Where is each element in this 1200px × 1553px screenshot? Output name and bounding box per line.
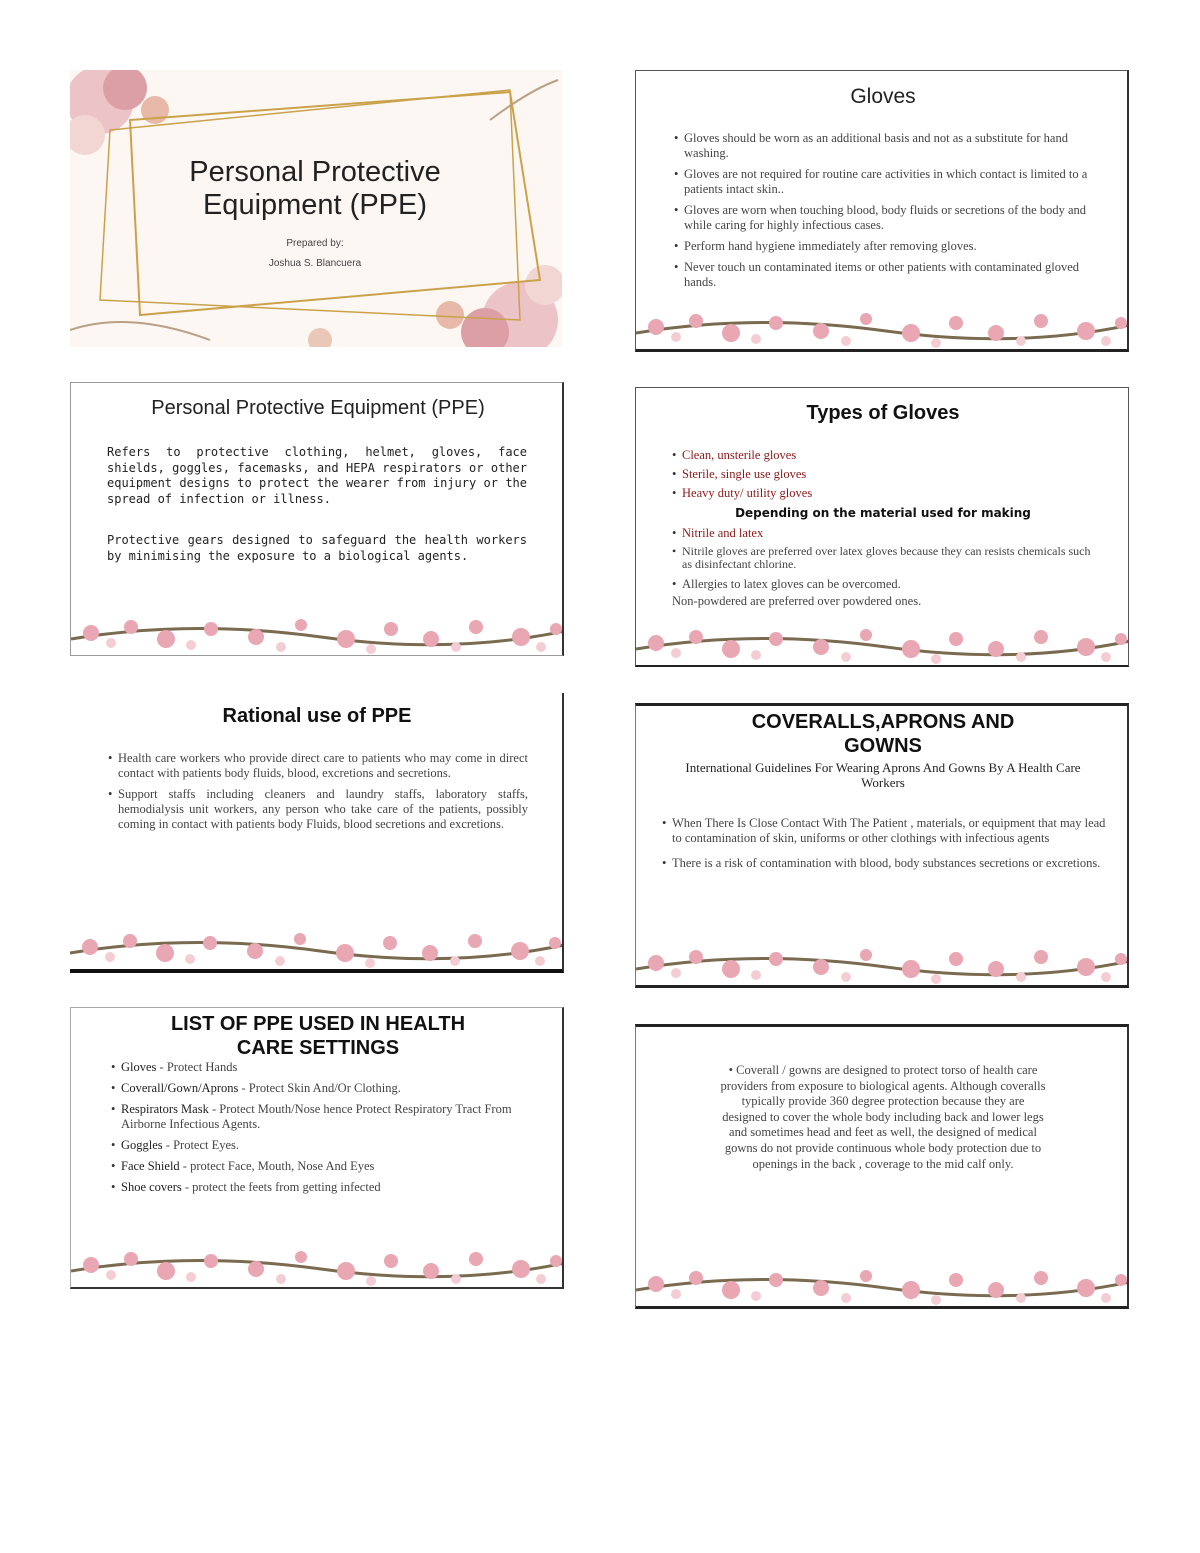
material-subheading: Depending on the material used for making [735,506,1031,520]
glove-types-list [672,448,1102,505]
slide-cover [70,70,562,347]
slide-subtitle: International Guidelines For Wearing Aprons And Gowns By A Health Care Workers [685,760,1081,790]
list-item [111,1102,531,1132]
list-item: • Gloves are not required for routine care activities in which contact is limited to a patients intact skin.. [674,167,1094,197]
slide-types-of-gloves [635,387,1129,667]
title-line1: COVERALLS,APRONS AND [751,711,1015,733]
slide-title: Rational use of PPE [222,705,412,727]
ppe-desc: - Protect Skin And/Or Clothing. [238,1081,401,1095]
title-line2: GOWNS [844,735,922,757]
blossom-border [71,609,564,655]
title-line2: CARE SETTINGS [236,1037,400,1059]
list-item: • Health care workers who provide direct care to patients who may come in direct contact with patients body fluids, blood, excretions and secretions. [108,751,528,781]
ppe-desc: - Protect Mouth/Nose hence Protect Respiratory Tract From Airborne Infectious Agents. [121,1102,512,1131]
cover-author: Joshua S. Blancuera [268,258,362,269]
slide-gloves [635,70,1129,352]
title-line1: LIST OF PPE USED IN HEALTH [170,1013,466,1035]
slide-title [71,1012,564,1060]
list-item [111,1081,531,1096]
slide-coverall-description [635,1024,1129,1309]
list-item: • Never touch un contaminated items or other patients with contaminated gloved hands. [674,260,1094,290]
slide-coveralls [635,703,1129,988]
material-list [672,526,1102,594]
list-item: • Clean, unsterile gloves [672,448,1102,463]
blossom-border [70,923,564,969]
gloves-list [674,131,1094,296]
ppe-term: Gloves [121,1060,157,1074]
slide-title: Types of Gloves [806,402,960,424]
ppe-term: Coverall/Gown/Aprons [121,1081,239,1095]
slide-title [636,710,1129,758]
slide-title: Personal Protective Equipment (PPE) [151,397,485,419]
ppe-list [111,1060,531,1201]
blossom-border [636,1260,1129,1306]
blossom-border [636,303,1129,349]
purpose-paragraph: Protective gears designed to safeguard the health workers by minimising the exposure to a biological agents. [107,533,527,563]
coveralls-list [662,816,1112,877]
list-item [111,1159,531,1174]
list-item: • Nitrile gloves are preferred over latex gloves because they can resists chemicals such as disinfectant chlorine. [672,545,1102,571]
slide-title: Gloves [850,85,916,108]
ppe-desc: - Protect Hands [156,1060,238,1074]
coverall-paragraph [718,1063,1048,1172]
list-item: • Sterile, single use gloves [672,467,1102,482]
list-item: • Perform hand hygiene immediately after removing gloves. [674,239,1094,254]
slide-list-of-ppe [70,1007,564,1289]
list-item: • Support staffs including cleaners and laundry staffs, laboratory staffs, hemodialysis unit workers, any person who take care of the patients, possibly coming in contact with patients body Fluids, blood secretions and excretions. [108,787,528,832]
blossom-border [71,1241,564,1287]
ppe-term: Face Shield [121,1159,180,1173]
list-item: • Gloves should be worn as an additional basis and not as a substitute for hand washing. [674,131,1094,161]
ppe-term: Shoe covers [121,1180,182,1194]
definition-paragraph: Refers to protective clothing, helmet, gloves, face shields, goggles, facemasks, and HEPA respirators or other equipment designs to protect the wearer from injury or the spread of infection or illness. [107,445,527,506]
list-item [111,1180,531,1195]
slide-ppe-definition [70,382,564,656]
list-item: • There is a risk of contamination with blood, body substances secretions or excretions. [662,856,1112,871]
ppe-desc: - protect Face, Mouth, Nose And Eyes [179,1159,375,1173]
list-item: • Allergies to latex gloves can be overcomed. [672,577,1102,592]
ppe-desc: - protect the feets from getting infected [181,1180,381,1194]
slide-rational-use [70,693,564,973]
list-item: • When There Is Close Contact With The Patient , materials, or equipment that may lead to contamination of skin, uniforms or other clothings with infectious agents [662,816,1112,846]
cover-title-line2: Equipment (PPE) [202,189,428,221]
rational-list [108,751,528,838]
coverall-text: Coverall / gowns are designed to protect torso of health care providers from exposure to biological agents. Although coveralls typically provide 360 degree protection because they are designed to cover the whole body including back and lower legs and sometimes head and feet as well, the designed of medical gowns do not provide continuous whole body protection due to openings in the back , coverage to the mid calf only. [720,1063,1046,1171]
bullet-icon: • [728,1063,737,1077]
list-item [111,1060,531,1075]
blossom-border [636,939,1129,985]
cover-title [130,156,500,222]
list-item [111,1138,531,1153]
list-item: • Heavy duty/ utility gloves [672,486,1102,501]
cover-title-line1: Personal Protective [189,156,441,188]
ppe-term: Respirators Mask [121,1102,209,1116]
cover-prepared-by: Prepared by: [286,238,344,249]
blossom-border [636,619,1129,665]
ppe-term: Goggles [121,1138,163,1152]
list-item: • Nitrile and latex [672,526,1102,541]
powder-note: Non-powdered are preferred over powdered ones. [672,594,922,608]
list-item: • Gloves are worn when touching blood, body fluids or secretions of the body and while caring for highly infectious cases. [674,203,1094,233]
ppe-desc: - Protect Eyes. [162,1138,240,1152]
